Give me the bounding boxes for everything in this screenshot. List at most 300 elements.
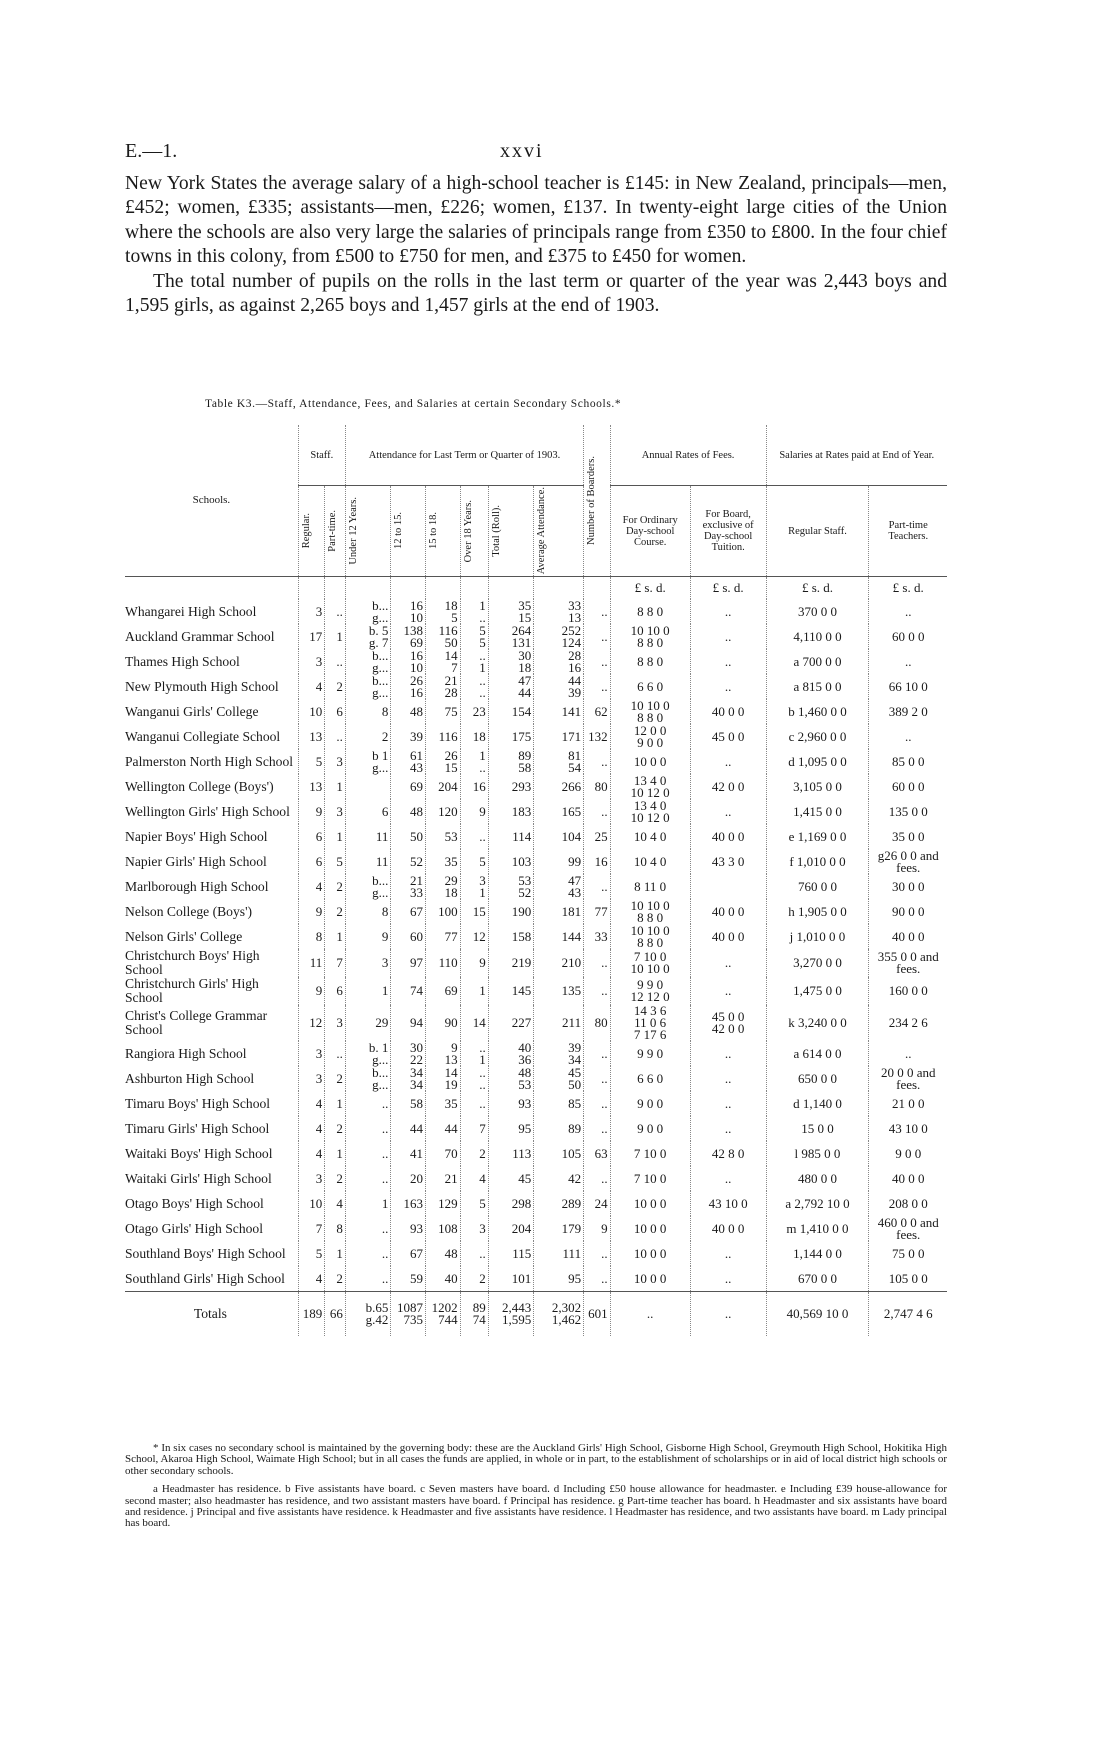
table-body — [125, 577, 947, 1337]
cell-roll: 95 — [488, 1116, 533, 1141]
cell-sal_part: 40 0 0 — [869, 1166, 947, 1191]
cell-a15: 1202 744 — [425, 1292, 460, 1337]
cell-boarders: .. — [584, 874, 611, 899]
cell-over18: .. 1 — [460, 1041, 488, 1066]
cell-a15: 100 — [425, 899, 460, 924]
cell-avg: 28 16 — [534, 649, 584, 674]
table-row — [125, 1166, 947, 1191]
cell-part: 1 — [325, 1241, 346, 1266]
cell-boarders: 80 — [584, 774, 611, 799]
cell-board: .. — [690, 1166, 766, 1191]
cell-under12: 1 — [345, 977, 390, 1005]
table-row — [125, 977, 947, 1005]
cell-part: 1 — [325, 924, 346, 949]
col-12-to-15-label: 12 to 15. — [393, 512, 405, 550]
cell-fees: 10 0 0 — [610, 1241, 690, 1266]
col-over-18 — [460, 486, 488, 577]
table-row — [125, 949, 947, 977]
table-row — [125, 699, 947, 724]
cell-avg: 99 — [534, 849, 584, 874]
cell-part: 1 — [325, 774, 346, 799]
cell-fees: 10 0 0 — [610, 1216, 690, 1241]
cell-part: 3 — [325, 799, 346, 824]
cell-a12: 67 — [391, 1241, 426, 1266]
table-row — [125, 849, 947, 874]
school-name: Otago Boys' High School — [125, 1195, 264, 1211]
cell-over18: 2 — [460, 1266, 488, 1292]
cell-board: .. — [690, 1041, 766, 1066]
col-attendance: Attendance for Last Term or Quarter of 1903. — [345, 425, 583, 486]
cell-regular: 6 — [298, 824, 325, 849]
cell-a12: 69 — [391, 774, 426, 799]
cell-roll: 48 53 — [488, 1066, 533, 1091]
cell-a15: 18 5 — [425, 599, 460, 624]
cell-part: 3 — [325, 749, 346, 774]
cell-avg: 179 — [534, 1216, 584, 1241]
cell-a12: 52 — [391, 849, 426, 874]
units-blank-4 — [391, 577, 426, 600]
cell-over18: 9 — [460, 799, 488, 824]
table-caption: Table K3.—Staff, Attendance, Fees, and Salaries at certain Secondary Schools.* — [205, 398, 622, 410]
cell-over18: 3 1 — [460, 874, 488, 899]
table-row — [125, 774, 947, 799]
school-name: New Plymouth High School — [125, 678, 279, 694]
intro-paragraph-1: New York States the average salary of a high-school teacher is £145: in New Zealand, principals—men, £452; women, £335; assistants—men, £226; women, £137. In twenty-eight large cities of the Union where the schools are also very large the salaries of principals range from £350 to £800. In the four chief towns in this colony, from £500 to £750 for men, and £375 to £450 for women. — [125, 173, 947, 268]
cell-roll: 183 — [488, 799, 533, 824]
cell-roll: 30 18 — [488, 649, 533, 674]
table-row — [125, 1216, 947, 1241]
col-total-roll — [488, 486, 533, 577]
cell-boarders: .. — [584, 1041, 611, 1066]
table-row — [125, 1266, 947, 1292]
cell-sal_reg: h 1,905 0 0 — [766, 899, 869, 924]
cell-sal_part: 208 0 0 — [869, 1191, 947, 1216]
cell-sal_reg: 3,270 0 0 — [766, 949, 869, 977]
cell-fees: 7 10 0 10 10 0 — [610, 949, 690, 977]
cell-a12: 39 — [391, 724, 426, 749]
cell-avg: 165 — [534, 799, 584, 824]
cell-part: 8 — [325, 1216, 346, 1241]
cell-over18: 1 — [460, 977, 488, 1005]
cell-board: 40 0 0 — [690, 699, 766, 724]
cell-sal_part: 355 0 0 and fees. — [869, 949, 947, 977]
cell-fees: 10 10 0 8 8 0 — [610, 924, 690, 949]
cell-sal_reg: 370 0 0 — [766, 599, 869, 624]
cell-sal_part: 60 0 0 — [869, 624, 947, 649]
cell-fees: 10 4 0 — [610, 849, 690, 874]
cell-roll: 35 15 — [488, 599, 533, 624]
cell-sal_reg: 480 0 0 — [766, 1166, 869, 1191]
cell-roll: 2,443 1,595 — [488, 1292, 533, 1337]
cell-avg: 39 34 — [534, 1041, 584, 1066]
cell-a12: 20 — [391, 1166, 426, 1191]
table-row — [125, 799, 947, 824]
cell-fees: 10 0 0 — [610, 749, 690, 774]
cell-part: 6 — [325, 699, 346, 724]
school-name: Timaru Girls' High School — [125, 1120, 270, 1136]
cell-a15: 40 — [425, 1266, 460, 1292]
cell-a15: 77 — [425, 924, 460, 949]
cell-under12: .. — [345, 1141, 390, 1166]
cell-a15: 90 — [425, 1005, 460, 1041]
cell-under12: b. 5 g. 7 — [345, 624, 390, 649]
cell-fees: 10 10 0 8 8 0 — [610, 624, 690, 649]
cell-board: .. — [690, 749, 766, 774]
cell-sal_reg: l 985 0 0 — [766, 1141, 869, 1166]
school-name: Rangiora High School — [125, 1045, 247, 1061]
cell-regular: 5 — [298, 1241, 325, 1266]
table-row — [125, 1091, 947, 1116]
cell-fees: 9 0 0 — [610, 1116, 690, 1141]
cell-boarders: .. — [584, 1066, 611, 1091]
col-under-12-label: Under 12 Years. — [347, 497, 359, 565]
table-row — [125, 899, 947, 924]
cell-sal_reg: d 1,140 0 — [766, 1091, 869, 1116]
cell-over18: 1 .. — [460, 749, 488, 774]
cell-board: .. — [690, 1091, 766, 1116]
cell-fees: 10 10 0 8 8 0 — [610, 899, 690, 924]
cell-under12: b... g... — [345, 1066, 390, 1091]
cell-sal_reg: b 1,460 0 0 — [766, 699, 869, 724]
cell-fees: 6 6 0 — [610, 1066, 690, 1091]
cell-a15: 69 — [425, 977, 460, 1005]
cell-over18: 15 — [460, 899, 488, 924]
cell-under12: 6 — [345, 799, 390, 824]
cell-board: 40 0 0 — [690, 924, 766, 949]
cell-avg: 89 — [534, 1116, 584, 1141]
cell-over18: 2 — [460, 1141, 488, 1166]
school-name: Christchurch Girls' High School — [125, 976, 259, 1005]
cell-board: 43 3 0 — [690, 849, 766, 874]
cell-avg: 95 — [534, 1266, 584, 1292]
col-12-to-15 — [391, 486, 426, 577]
cell-roll: 115 — [488, 1241, 533, 1266]
cell-sal_part: 389 2 0 — [869, 699, 947, 724]
cell-roll: 227 — [488, 1005, 533, 1041]
cell-avg: 252 124 — [534, 624, 584, 649]
cell-fees: 12 0 0 9 0 0 — [610, 724, 690, 749]
cell-roll: 264 131 — [488, 624, 533, 649]
cell-under12: 2 — [345, 724, 390, 749]
cell-fees: 10 10 0 8 8 0 — [610, 699, 690, 724]
cell-fees: 10 0 0 — [610, 1191, 690, 1216]
cell-board: .. — [690, 1066, 766, 1091]
school-name: Thames High School — [125, 653, 240, 669]
cell-regular: 4 — [298, 874, 325, 899]
cell-roll: 298 — [488, 1191, 533, 1216]
cell-regular: 10 — [298, 699, 325, 724]
cell-board: 40 0 0 — [690, 824, 766, 849]
cell-roll: 103 — [488, 849, 533, 874]
school-name: Whangarei High School — [125, 603, 257, 619]
school-name: Timaru Boys' High School — [125, 1095, 271, 1111]
cell-sal_part: 2,747 4 6 — [869, 1292, 947, 1337]
cell-boarders: 9 — [584, 1216, 611, 1241]
school-name: Palmerston North High School — [125, 753, 294, 769]
cell-a15: 120 — [425, 799, 460, 824]
cell-fees: .. — [610, 1292, 690, 1337]
cell-sal_part: .. — [869, 724, 947, 749]
cell-board: .. — [690, 949, 766, 977]
cell-sal_reg: a 815 0 0 — [766, 674, 869, 699]
cell-fees: 13 4 0 10 12 0 — [610, 799, 690, 824]
cell-a12: 93 — [391, 1216, 426, 1241]
school-name: Christ's College Grammar School — [125, 1008, 268, 1037]
col-board-fees: For Board, exclusive of Day-school Tuition. — [690, 486, 766, 577]
cell-fees: 9 9 0 12 12 0 — [610, 977, 690, 1005]
table-row — [125, 749, 947, 774]
cell-over18: 89 74 — [460, 1292, 488, 1337]
cell-regular: 4 — [298, 1091, 325, 1116]
cell-fees: 8 8 0 — [610, 599, 690, 624]
cell-sal_reg: 1,144 0 0 — [766, 1241, 869, 1266]
cell-roll: 40 36 — [488, 1041, 533, 1066]
cell-board: 45 0 0 42 0 0 — [690, 1005, 766, 1041]
cell-boarders: 25 — [584, 824, 611, 849]
cell-avg: 85 — [534, 1091, 584, 1116]
cell-under12: .. — [345, 1266, 390, 1292]
cell-regular: 4 — [298, 1116, 325, 1141]
cell-under12: .. — [345, 1241, 390, 1266]
cell-sal_reg: j 1,010 0 0 — [766, 924, 869, 949]
cell-avg: 33 13 — [534, 599, 584, 624]
cell-a12: 41 — [391, 1141, 426, 1166]
cell-part: .. — [325, 649, 346, 674]
cell-over18: .. .. — [460, 1066, 488, 1091]
cell-under12: 11 — [345, 849, 390, 874]
table-row — [125, 1141, 947, 1166]
cell-a15: 21 — [425, 1166, 460, 1191]
cell-sal_reg: m 1,410 0 0 — [766, 1216, 869, 1241]
cell-avg: 266 — [534, 774, 584, 799]
cell-a12: 44 — [391, 1116, 426, 1141]
col-average-attendance-label: Average Attendance. — [536, 487, 548, 575]
cell-part: 4 — [325, 1191, 346, 1216]
cell-boarders: .. — [584, 949, 611, 977]
cell-a15: 29 18 — [425, 874, 460, 899]
cell-sal_reg: 40,569 10 0 — [766, 1292, 869, 1337]
units-salary-part: £ s. d. — [869, 577, 947, 600]
col-total-roll-label: Total (Roll). — [490, 505, 502, 557]
cell-a12: 48 — [391, 799, 426, 824]
cell-sal_reg: 4,110 0 0 — [766, 624, 869, 649]
col-part-time-teachers: Part-time Teachers. — [869, 486, 947, 577]
cell-avg: 181 — [534, 899, 584, 924]
col-regular-label: Regular. — [300, 513, 312, 549]
cell-a15: 75 — [425, 699, 460, 724]
school-name: Wanganui Collegiate School — [125, 728, 281, 744]
cell-roll: 53 52 — [488, 874, 533, 899]
cell-roll: 47 44 — [488, 674, 533, 699]
cell-roll: 293 — [488, 774, 533, 799]
cell-board: 40 0 0 — [690, 899, 766, 924]
cell-sal_part: 66 10 0 — [869, 674, 947, 699]
school-name: Napier Girls' High School — [125, 853, 267, 869]
cell-under12: b... g... — [345, 674, 390, 699]
col-part-time-label: Part-time. — [327, 510, 339, 552]
cell-a12: 60 — [391, 924, 426, 949]
cell-boarders: 77 — [584, 899, 611, 924]
cell-a15: 26 15 — [425, 749, 460, 774]
cell-under12: b... g... — [345, 599, 390, 624]
col-part-time — [325, 486, 346, 577]
cell-over18: 1 .. — [460, 599, 488, 624]
cell-regular: 13 — [298, 724, 325, 749]
col-annual-fees: Annual Rates of Fees. — [610, 425, 766, 486]
cell-sal_reg: 3,105 0 0 — [766, 774, 869, 799]
units-blank-3 — [345, 577, 390, 600]
cell-part: 2 — [325, 1066, 346, 1091]
cell-sal_reg: 15 0 0 — [766, 1116, 869, 1141]
cell-regular: 9 — [298, 977, 325, 1005]
cell-roll: 45 — [488, 1166, 533, 1191]
cell-regular: 3 — [298, 1041, 325, 1066]
cell-sal_part: 35 0 0 — [869, 824, 947, 849]
cell-a15: 21 28 — [425, 674, 460, 699]
table-row — [125, 724, 947, 749]
cell-a12: 74 — [391, 977, 426, 1005]
cell-part: 6 — [325, 977, 346, 1005]
cell-boarders: .. — [584, 799, 611, 824]
cell-fees: 7 10 0 — [610, 1166, 690, 1191]
cell-over18: 23 — [460, 699, 488, 724]
school-name: Wellington Girls' High School — [125, 803, 290, 819]
cell-boarders: .. — [584, 674, 611, 699]
cell-sal_part: .. — [869, 649, 947, 674]
cell-over18: .. — [460, 1091, 488, 1116]
cell-boarders: .. — [584, 624, 611, 649]
cell-over18: 3 — [460, 1216, 488, 1241]
cell-a15: 129 — [425, 1191, 460, 1216]
table-row — [125, 1041, 947, 1066]
cell-board: 42 8 0 — [690, 1141, 766, 1166]
cell-regular: 3 — [298, 1066, 325, 1091]
cell-a12: 21 33 — [391, 874, 426, 899]
cell-under12: 8 — [345, 899, 390, 924]
cell-board: 42 0 0 — [690, 774, 766, 799]
cell-a15: 14 7 — [425, 649, 460, 674]
cell-a15: 35 — [425, 849, 460, 874]
cell-roll: 93 — [488, 1091, 533, 1116]
cell-over18: .. 1 — [460, 649, 488, 674]
cell-avg: 289 — [534, 1191, 584, 1216]
cell-under12 — [345, 774, 390, 799]
cell-a12: 58 — [391, 1091, 426, 1116]
school-name: Wellington College (Boys') — [125, 778, 274, 794]
cell-sal_reg: d 1,095 0 0 — [766, 749, 869, 774]
cell-roll: 101 — [488, 1266, 533, 1292]
cell-part: 5 — [325, 849, 346, 874]
cell-a12: 34 34 — [391, 1066, 426, 1091]
units-blank-5 — [425, 577, 460, 600]
cell-roll: 219 — [488, 949, 533, 977]
cell-fees: 8 11 0 — [610, 874, 690, 899]
cell-boarders: .. — [584, 1166, 611, 1191]
cell-a15: 116 — [425, 724, 460, 749]
cell-sal_part: 43 10 0 — [869, 1116, 947, 1141]
table-row — [125, 1066, 947, 1091]
cell-boarders: 62 — [584, 699, 611, 724]
col-under-12 — [345, 486, 390, 577]
cell-boarders: 24 — [584, 1191, 611, 1216]
cell-a15: 116 50 — [425, 624, 460, 649]
cell-roll: 190 — [488, 899, 533, 924]
page-header — [125, 140, 947, 170]
cell-part: 2 — [325, 899, 346, 924]
col-ordinary-fees: For Ordinary Day-school Course. — [610, 486, 690, 577]
table-row — [125, 874, 947, 899]
cell-a15: 110 — [425, 949, 460, 977]
cell-under12: b 1 g... — [345, 749, 390, 774]
cell-avg: 105 — [534, 1141, 584, 1166]
footnote-letters: a Headmaster has residence. b Five assistants have board. c Seven masters have board. d Including £50 house allowance for headmaster. e Including £39 house-allowance for second master; also headmaster has residence, and two assistant masters have board. f Principal has residence. g Part-time teacher has board. h Headmaster and six assistants have board and residence. j Principal and five assistants have residence. k Headmaster and five assistants have residence. l Headmaster has residence, and two assistants have board. m Lady principal has board. — [125, 1483, 947, 1530]
cell-a12: 16 10 — [391, 599, 426, 624]
col-boarders-label: Number of Boarders. — [586, 456, 598, 545]
cell-sal_part: .. — [869, 599, 947, 624]
cell-roll: 114 — [488, 824, 533, 849]
cell-part: 2 — [325, 874, 346, 899]
cell-part: 66 — [325, 1292, 346, 1337]
cell-over18: 18 — [460, 724, 488, 749]
cell-roll: 175 — [488, 724, 533, 749]
cell-board: 45 0 0 — [690, 724, 766, 749]
cell-board: .. — [690, 977, 766, 1005]
cell-part: .. — [325, 1041, 346, 1066]
cell-avg: 81 54 — [534, 749, 584, 774]
units-salary-regular: £ s. d. — [766, 577, 869, 600]
col-schools: Schools. — [125, 425, 298, 577]
cell-fees: 14 3 6 11 0 6 7 17 6 — [610, 1005, 690, 1041]
col-15-to-18 — [425, 486, 460, 577]
cell-regular: 11 — [298, 949, 325, 977]
cell-a15: 53 — [425, 824, 460, 849]
cell-regular: 7 — [298, 1216, 325, 1241]
cell-board: .. — [690, 1116, 766, 1141]
cell-part: 3 — [325, 1005, 346, 1041]
cell-sal_reg: f 1,010 0 0 — [766, 849, 869, 874]
cell-boarders: 601 — [584, 1292, 611, 1337]
cell-boarders: .. — [584, 1266, 611, 1292]
cell-avg: 44 39 — [534, 674, 584, 699]
cell-boarders: .. — [584, 1116, 611, 1141]
cell-a12: 16 10 — [391, 649, 426, 674]
cell-over18: 7 — [460, 1116, 488, 1141]
cell-fees: 10 0 0 — [610, 1266, 690, 1292]
cell-boarders: 132 — [584, 724, 611, 749]
cell-roll: 204 — [488, 1216, 533, 1241]
cell-a12: 67 — [391, 899, 426, 924]
intro-paragraph-2: The total number of pupils on the rolls in the last term or quarter of the year was 2,443 boys and 1,595 girls, as against 2,265 boys and 1,457 girls at the end of 1903. — [125, 270, 947, 317]
cell-a12: 61 43 — [391, 749, 426, 774]
cell-sal_reg: c 2,960 0 0 — [766, 724, 869, 749]
cell-sal_reg: a 700 0 0 — [766, 649, 869, 674]
school-name: Otago Girls' High School — [125, 1220, 264, 1236]
cell-regular: 17 — [298, 624, 325, 649]
cell-boarders: 80 — [584, 1005, 611, 1041]
units-blank-7 — [488, 577, 533, 600]
cell-board: .. — [690, 674, 766, 699]
footnote-star: * In six cases no secondary school is maintained by the governing body: these are the Auckland Girls' High School, Gisborne High School, Greymouth High School, Hokitika High School, Akaroa High School, Waimate High School; but in all cases the funds are applied, in whole or in part, to the establishment of scholarships or in aid of local district high schools or other secondary schools. — [125, 1442, 947, 1477]
cell-sal_part: 90 0 0 — [869, 899, 947, 924]
cell-roll: 113 — [488, 1141, 533, 1166]
cell-avg: 45 50 — [534, 1066, 584, 1091]
cell-avg: 135 — [534, 977, 584, 1005]
cell-boarders: .. — [584, 1241, 611, 1266]
cell-sal_part: 21 0 0 — [869, 1091, 947, 1116]
cell-under12: .. — [345, 1116, 390, 1141]
cell-avg: 2,302 1,462 — [534, 1292, 584, 1337]
cell-under12: .. — [345, 1166, 390, 1191]
